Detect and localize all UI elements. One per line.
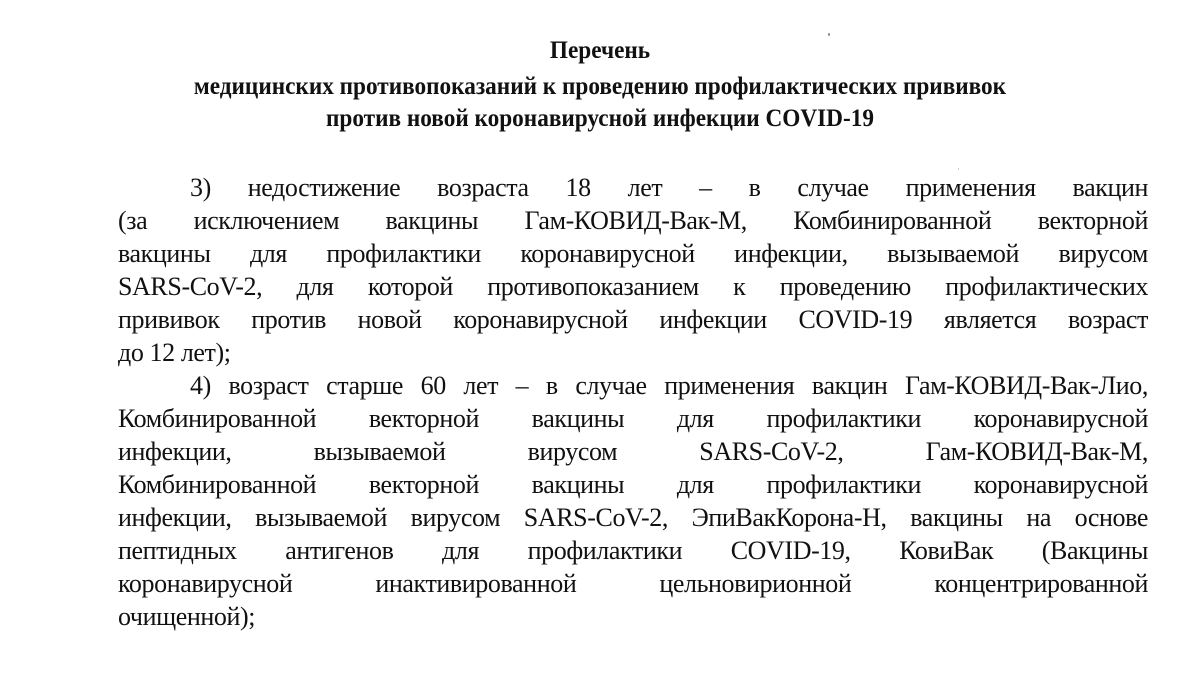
item-3-line-3: вакцины для профилактики коронавирусной инфекции, вызываемой вирусом bbox=[118, 239, 1148, 268]
document-subtitle-line-1: медицинских противопоказаний к проведению профилактических прививок bbox=[193, 73, 1007, 100]
item-4-line-3: инфекции, вызываемой вирусом SARS-CoV-2, Гам-КОВИД-Вак-М, bbox=[118, 437, 1148, 466]
scan-speck bbox=[958, 168, 959, 170]
item-3-line-2: (за исключением вакцины Гам-КОВИД-Вак-М, Комбинированной векторной bbox=[118, 206, 1148, 235]
item-3-line-4: SARS-CoV-2, для которой противопоказанием к проведению профилактических bbox=[118, 272, 1148, 301]
item-4-line-6: пептидных антигенов для профилактики COVID-19, КовиВак (Вакцины bbox=[118, 536, 1148, 565]
scan-speck bbox=[828, 33, 830, 36]
document-title: Перечень bbox=[549, 37, 651, 64]
item-3-line-6: до 12 лет); bbox=[118, 338, 231, 367]
document-subtitle-line-2: против новой коронавирусной инфекции COVID-19 bbox=[326, 105, 874, 132]
item-3-line-1: 3) недостижение возраста 18 лет – в случае применения вакцин bbox=[190, 173, 1148, 202]
item-4-line-7: коронавирусной инактивированной цельновирионной концентрированной bbox=[118, 569, 1148, 598]
item-4-line-1: 4) возраст старше 60 лет – в случае применения вакцин Гам-КОВИД-Вак-Лио, bbox=[190, 371, 1148, 400]
item-4-line-4: Комбинированной векторной вакцины для профилактики коронавирусной bbox=[118, 470, 1148, 499]
item-4-line-5: инфекции, вызываемой вирусом SARS-CoV-2, ЭпиВакКорона-Н, вакцины на основе bbox=[118, 503, 1148, 532]
item-4-line-8: очищенной); bbox=[118, 602, 256, 631]
item-3-line-5: прививок против новой коронавирусной инфекции COVID-19 является возраст bbox=[118, 305, 1148, 334]
item-4-line-2: Комбинированной векторной вакцины для профилактики коронавирусной bbox=[118, 404, 1148, 433]
